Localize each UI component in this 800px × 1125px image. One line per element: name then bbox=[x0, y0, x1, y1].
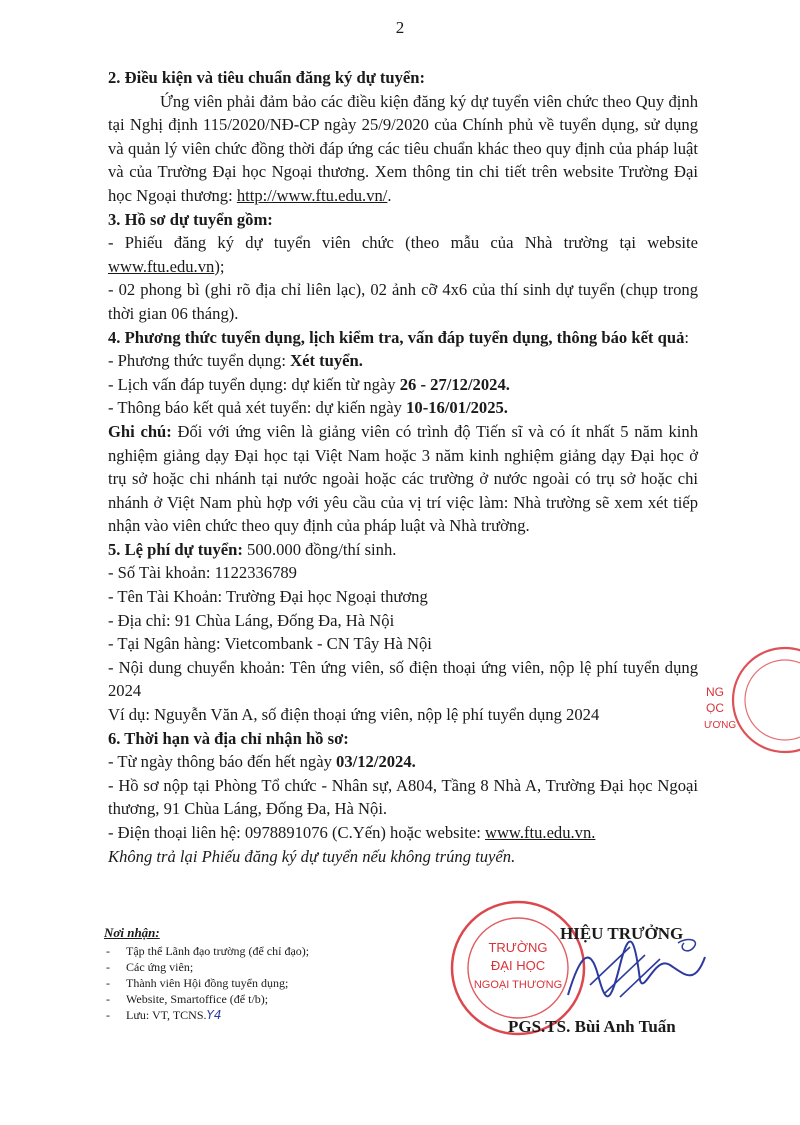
section-4-heading bbox=[108, 326, 698, 350]
signature-icon bbox=[560, 935, 710, 1010]
account-name: - Tên Tài Khoản: Trường Đại học Ngoại thương bbox=[108, 587, 428, 607]
result-announcement-label: - Thông báo kết quả xét tuyển: dự kiến ngày bbox=[108, 398, 407, 418]
ftu-website-link[interactable]: http://www.ftu.edu.vn/ bbox=[236, 185, 388, 205]
deadline-label: - Từ ngày thông báo đến hết ngày bbox=[108, 752, 337, 772]
recruit-method bbox=[108, 349, 698, 373]
account-number: - Số Tài khoản: 1122336789 bbox=[108, 563, 297, 583]
submission-place: - Hồ sơ nộp tại Phòng Tổ chức - Nhân sự, A804, Tầng 8 Nhà A, Trường Đại học Ngoại thương, 91 Chùa Láng, Đống Đa, Hà Nội. bbox=[108, 775, 698, 819]
side-seal-line-1: NG bbox=[706, 685, 724, 699]
section-4-heading-text: 4. Phương thức tuyển dụng, lịch kiểm tra, vấn đáp tuyển dụng, thông báo kết quả bbox=[108, 327, 685, 347]
interview-schedule-value: 26 - 27/12/2024. bbox=[399, 374, 510, 394]
handwritten-initials: Y4 bbox=[206, 1008, 222, 1022]
recipient-item bbox=[104, 1007, 444, 1023]
page-number: 2 bbox=[395, 18, 405, 37]
recipients-title: Nơi nhận: bbox=[104, 925, 160, 940]
section-2-body: Ứng viên phải đảm bảo các điều kiện đăng ký dự tuyển viên chức theo Quy định tại Nghị định 115/2020/NĐ-CP ngày 25/9/2020 của Chính phủ về tuyển dụng, sử dụng và quản lý viên chức đồng thời đáp ứng các tiêu chuẩn khác theo quy định của pháp luật và của Trường Đại học Ngoại thương. Xem thông tin chi tiết trên website Trường Đại học Ngoại thương: bbox=[108, 91, 698, 205]
recipient-item: - Các ứng viên; bbox=[104, 959, 444, 975]
account-address: - Địa chỉ: 91 Chùa Láng, Đống Đa, Hà Nội bbox=[108, 610, 395, 630]
recipients-block bbox=[104, 925, 444, 1023]
fee-amount: 500.000 đồng/thí sinh. bbox=[242, 539, 397, 559]
ftu-link[interactable]: www.ftu.edu.vn bbox=[108, 256, 215, 276]
contact-website-link[interactable]: www.ftu.edu.vn. bbox=[484, 823, 596, 842]
signer-title: HIỆU TRƯỞNG bbox=[560, 924, 684, 943]
section-2-text bbox=[108, 90, 698, 208]
signer-name: PGS.TS. Bùi Anh Tuấn bbox=[508, 1017, 676, 1036]
section-2-heading: 2. Điều kiện và tiêu chuẩn đăng ký dự tuyển: bbox=[108, 68, 426, 87]
note-label: Ghi chú: bbox=[108, 421, 172, 441]
bank-name: - Tại Ngân hàng: Vietcombank - CN Tây Hà Nội bbox=[108, 634, 432, 654]
section-3-item-2: - 02 phong bì (ghi rõ địa chỉ liên lạc), 02 ảnh cỡ 4x6 của thí sinh dự tuyển (chụp trong thời gian 06 tháng). bbox=[108, 280, 698, 323]
section-3-heading: 3. Hồ sơ dự tuyển gồm: bbox=[108, 209, 273, 229]
side-seal-line-2: ỌC bbox=[706, 701, 724, 715]
section-5-heading-text: 5. Lệ phí dự tuyển: bbox=[108, 539, 243, 559]
recipient-item: - Thành viên Hội đồng tuyển dụng; bbox=[104, 975, 444, 991]
closing-note: Không trả lại Phiếu đăng ký dự tuyển nếu không trúng tuyển. bbox=[108, 846, 516, 866]
recruit-method-value: Xét tuyển. bbox=[290, 351, 363, 371]
result-announcement bbox=[108, 396, 698, 420]
section-3-item-1-end: ); bbox=[214, 256, 225, 276]
transfer-content: - Nội dung chuyển khoản: Tên ứng viên, số điện thoại ứng viên, nộp lệ phí tuyển dụng 2024 bbox=[108, 657, 698, 701]
section-5-heading bbox=[108, 538, 698, 562]
note-text: Đối với ứng viên là giảng viên có trình độ Tiến sĩ và có ít nhất 5 năm kinh nghiệm giảng dạy Đại học tại Việt Nam hoặc 3 năm kinh nghiệm giảng dạy Đại học ở trụ sở hoặc chi nhánh tại nước ngoài hoặc các trường ở nước ngoài có trụ sở hoặc chi nhánh ở Việt Nam phù hợp với yêu cầu của vị trí việc làm: Nhà trường sẽ xem xét tiếp nhận vào viên chức theo quy định của pháp luật và Nhà trường. bbox=[108, 421, 698, 536]
seal-line-2: ĐẠI HỌC bbox=[490, 958, 546, 973]
section-3-item-1-text: - Phiếu đăng ký dự tuyển viên chức (theo mẫu của Nhà trường tại website bbox=[108, 233, 698, 253]
recipient-item: - Tập thể Lãnh đạo trường (để chỉ đạo); bbox=[104, 943, 444, 959]
side-seal-line-3: ƯƠNG bbox=[704, 720, 737, 731]
seal-line-3: NGOẠI THƯƠNG bbox=[473, 979, 563, 991]
section-2-end: . bbox=[387, 185, 392, 205]
deadline-value: 03/12/2024. bbox=[336, 752, 416, 772]
recruit-method-label: - Phương thức tuyển dụng: bbox=[108, 351, 291, 371]
contact bbox=[108, 821, 698, 845]
transfer-example: Ví dụ: Nguyễn Văn A, số điện thoại ứng viên, nộp lệ phí tuyển dụng 2024 bbox=[108, 705, 600, 725]
recipient-item: - Website, Smartoffice (để t/b); bbox=[104, 991, 444, 1007]
section-3-item-1 bbox=[108, 231, 698, 278]
result-announcement-value: 10-16/01/2025. bbox=[406, 398, 508, 418]
recipient-archive: Lưu: VT, TCNS. bbox=[126, 1008, 207, 1022]
contact-text: - Điện thoại liên hệ: 0978891076 (C.Yến) hoặc website: bbox=[108, 823, 485, 842]
document-body bbox=[108, 66, 698, 868]
recipients-list bbox=[104, 943, 444, 1023]
interview-schedule-label: - Lịch vấn đáp tuyển dụng: dự kiến từ ngày bbox=[108, 374, 400, 394]
section-6-heading: 6. Thời hạn và địa chỉ nhận hồ sơ: bbox=[108, 728, 349, 748]
interview-schedule bbox=[108, 373, 698, 397]
note bbox=[108, 420, 698, 538]
deadline bbox=[108, 750, 698, 774]
section-4-heading-end: : bbox=[684, 327, 689, 347]
side-seal-stamp bbox=[690, 640, 800, 760]
seal-line-1: TRƯỜNG bbox=[488, 940, 548, 955]
